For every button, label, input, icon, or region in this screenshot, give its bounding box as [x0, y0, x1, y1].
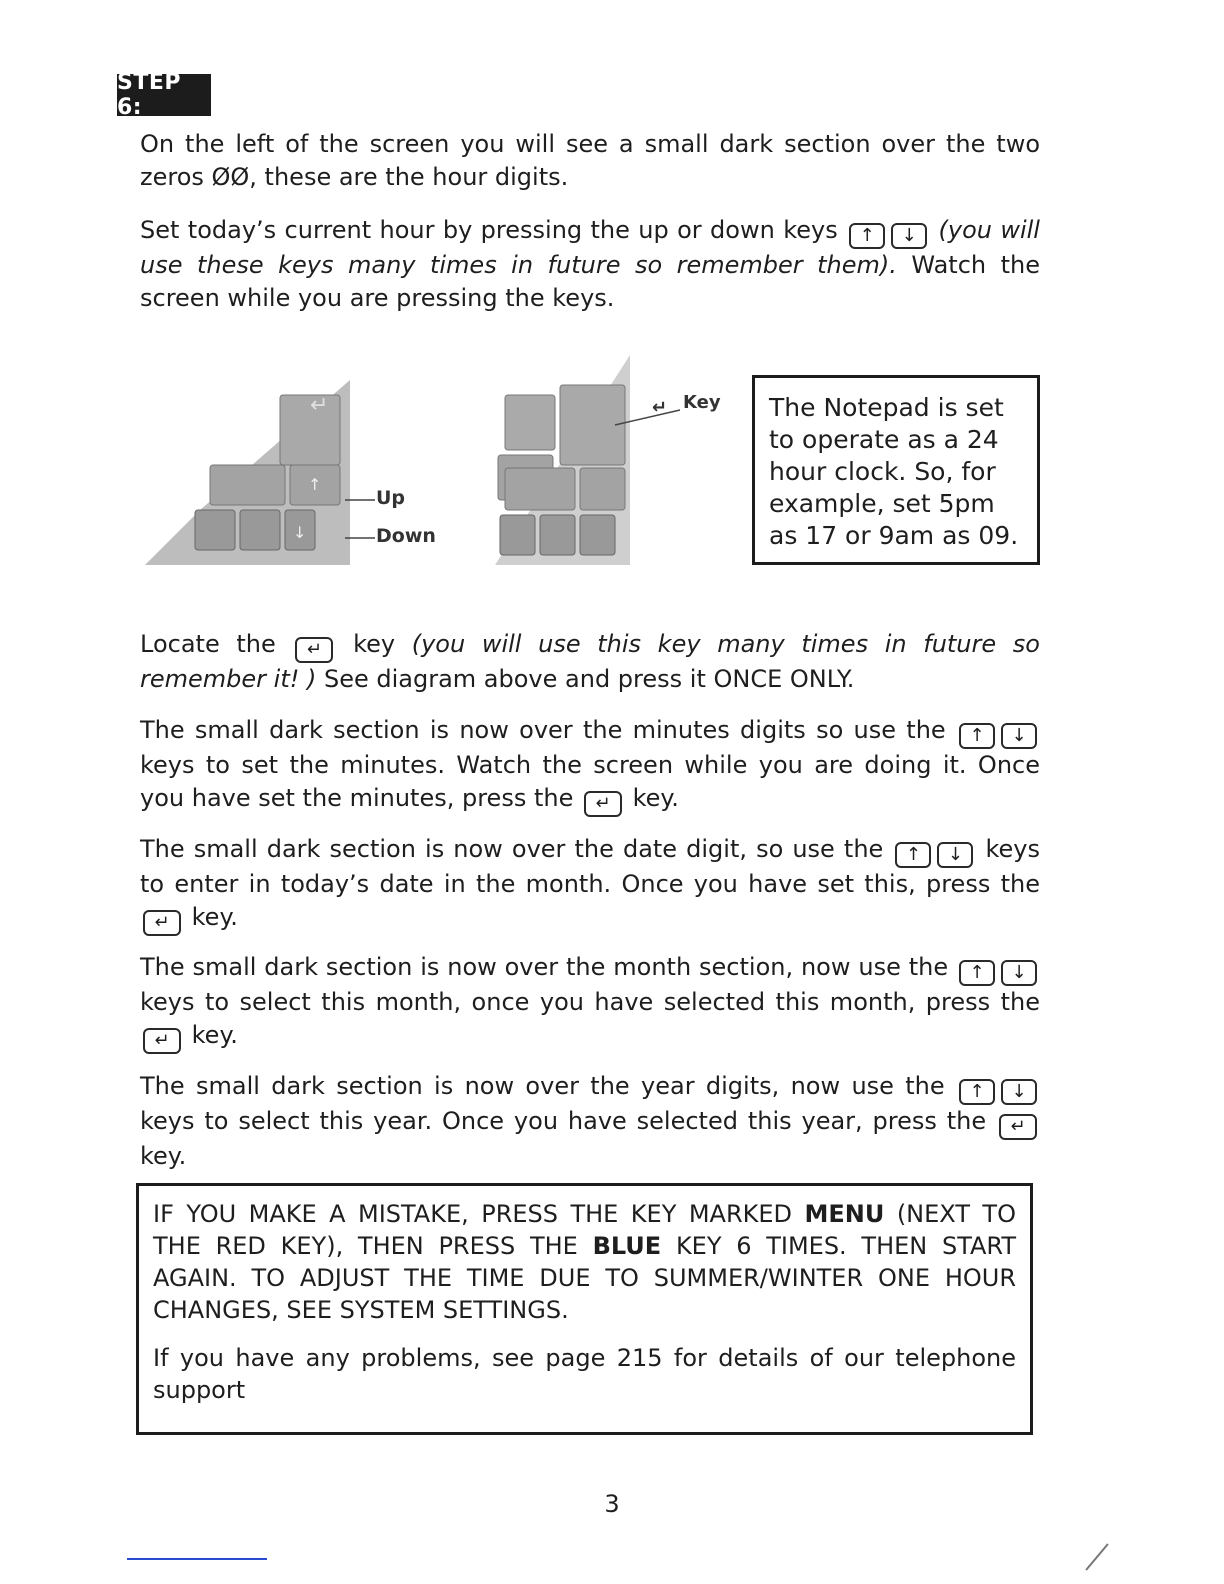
footer-divider	[127, 1558, 267, 1560]
date-text-c: key.	[191, 903, 238, 931]
menu-key-name: MENU	[804, 1200, 885, 1228]
up-key-icon: ↑	[895, 842, 931, 868]
keyboard-diagram	[140, 350, 750, 580]
up-key-icon: ↑	[959, 1079, 995, 1105]
corner-mark	[1085, 1543, 1108, 1570]
up-arrow-glyph: ↑	[308, 475, 322, 494]
month-text-a: The small dark section is now over the month section, now use the	[140, 953, 949, 981]
enter-key-symbol: ↵	[652, 397, 668, 418]
down-key-icon: ↓	[1001, 960, 1037, 986]
paragraph-year	[140, 1070, 1040, 1173]
year-text-b: keys to select this year. Once you have selected this year, press the	[140, 1107, 987, 1135]
step-label: STEP 6:	[117, 74, 211, 116]
mistake-warning-text	[153, 1198, 1016, 1326]
minutes-text-b: keys to set the minutes. Watch the screen while you are doing it. Once you have set the minutes, press the	[140, 751, 1040, 812]
enter-key-icon: ↵	[143, 1028, 181, 1054]
down-key-icon: ↓	[937, 842, 973, 868]
enter-key-glyph: ↵	[310, 393, 329, 418]
up-key-icon: ↑	[959, 960, 995, 986]
locate-text: Locate the	[140, 630, 276, 658]
year-text-c: key.	[140, 1142, 187, 1170]
support-text: If you have any problems, see page 215 for details of our telephone support	[153, 1344, 1016, 1404]
down-arrow-glyph: ↓	[293, 523, 307, 542]
enter-key-icon: ↵	[999, 1114, 1037, 1140]
enter-key-icon: ↵	[143, 910, 181, 936]
remember-enter-note: (you will use this key many times in future so remember it! )	[140, 630, 1040, 693]
keyboard-left-illustration	[145, 380, 436, 565]
year-text-a: The small dark section is now over the year digits, now use the	[140, 1072, 945, 1100]
paragraph-month	[140, 951, 1040, 1054]
clock-note-box: The Notepad is set to operate as a 24 hour clock. So, for example, set 5pm as 17 or 9am as 09.	[752, 375, 1040, 565]
down-key-icon: ↓	[1001, 723, 1037, 749]
minutes-text-c: key.	[632, 784, 679, 812]
up-label: Up	[376, 487, 406, 509]
month-text-c: key.	[191, 1021, 238, 1049]
key-text: key	[353, 630, 396, 658]
down-key-icon: ↓	[891, 223, 927, 249]
enter-key-icon: ↵	[584, 791, 622, 817]
set-hour-text: Set today’s current hour by pressing the up or down keys	[140, 216, 838, 244]
date-text-b: keys to enter in today’s date in the month. Once you have set this, press the	[140, 835, 1040, 898]
up-key-icon: ↑	[849, 223, 885, 249]
mistake-warning-box	[136, 1183, 1033, 1435]
keyboard-right-illustration	[495, 355, 721, 565]
page-number: 3	[604, 1490, 620, 1518]
month-text-b: keys to select this month, once you have selected this month, press the	[140, 988, 1040, 1016]
enter-key-label: Key	[683, 392, 721, 413]
down-key-icon: ↓	[1001, 1079, 1037, 1105]
minutes-text-a: The small dark section is now over the minutes digits so use the	[140, 716, 946, 744]
blue-key-name: BLUE	[592, 1232, 662, 1260]
down-label: Down	[376, 525, 436, 547]
remember-keys-note: (you will use these keys many times in future so remember them).	[140, 216, 1040, 279]
enter-key-icon: ↵	[295, 637, 333, 663]
date-text-a: The small dark section is now over the date digit, so use the	[140, 835, 884, 863]
paragraph-date	[140, 833, 1040, 936]
warning-text-c: KEY 6 TIMES. THEN START AGAIN. TO ADJUST THE TIME DUE TO SUMMER/WINTER ONE HOUR CHANGES, SEE SYSTEM SETTINGS.	[153, 1232, 1016, 1324]
press-once-text: See diagram above and press it ONCE ONLY.	[323, 665, 855, 693]
paragraph-set-hour	[140, 214, 1040, 315]
up-key-icon: ↑	[959, 723, 995, 749]
paragraph-minutes	[140, 714, 1040, 817]
watch-screen-text: Watch the screen while you are pressing the keys.	[140, 251, 1041, 312]
warning-text-a: IF YOU MAKE A MISTAKE, PRESS THE KEY MARKED	[153, 1200, 793, 1228]
warning-text-b: (NEXT TO THE RED KEY), THEN PRESS THE	[153, 1200, 1016, 1260]
paragraph-hour-digits: On the left of the screen you will see a small dark section over the two zeros ØØ, these are the hour digits.	[140, 130, 1040, 191]
paragraph-locate-enter	[140, 628, 1040, 696]
